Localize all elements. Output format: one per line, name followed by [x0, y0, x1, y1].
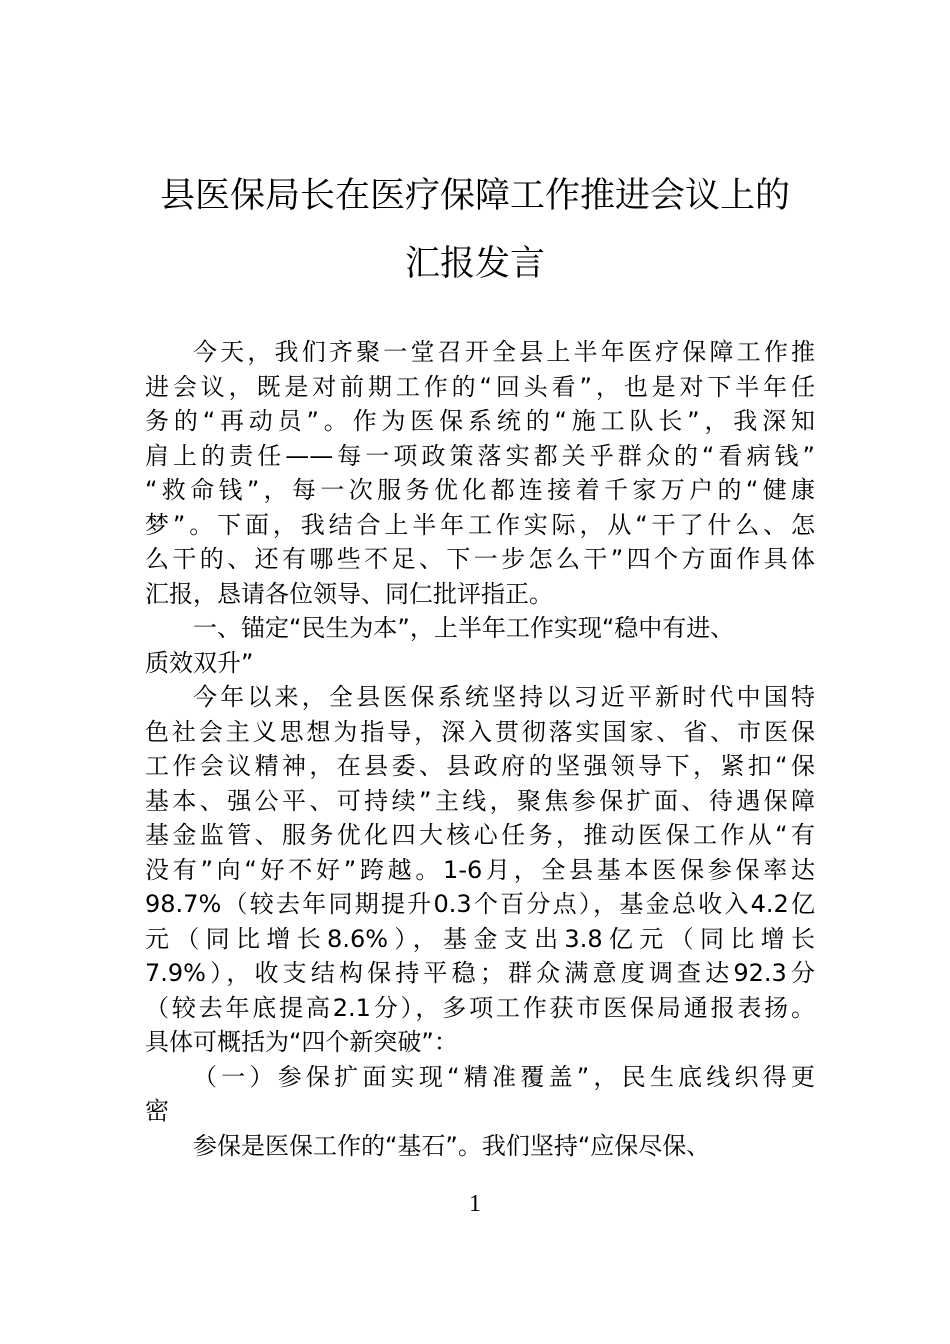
- body-line: 没有”向“好不好”跨越。1-6月，全县基本医保参保率达: [145, 855, 815, 884]
- body-line: 今天，我们齐聚一堂召开全县上半年医疗保障工作推: [193, 338, 815, 366]
- section-heading-line: 一、锚定“民生为本”，上半年工作实现“稳中有进、: [193, 614, 735, 642]
- body-line: 今年以来，全县医保系统坚持以习近平新时代中国特: [193, 683, 815, 711]
- body-line: 肩上的责任——每一项政策落实都关乎群众的“看病钱”: [145, 441, 815, 470]
- body-line: 进会议，既是对前期工作的“回头看”，也是对下半年任: [145, 372, 815, 401]
- section-heading-line: 质效双升”: [145, 648, 254, 677]
- document-title-line-1: 县医保局长在医疗保障工作推进会议上的: [159, 176, 790, 216]
- body-line: （较去年底提高2.1分），多项工作获市医保局通报表扬。: [145, 993, 815, 1022]
- subsection-heading-line: （一）参保扩面实现“精准覆盖”，民生底线织得更: [193, 1062, 815, 1091]
- body-line: 工作会议精神，在县委、县政府的坚强领导下，紧扣“保: [145, 752, 815, 780]
- body-line: 基本、强公平、可持续”主线，聚焦参保扩面、待遇保障: [145, 786, 815, 815]
- subsection-heading-line: 密: [145, 1097, 169, 1125]
- body-line: 98.7%（较去年同期提升0.3个百分点），基金总收入4.2亿: [145, 890, 815, 918]
- body-line: 基金监管、服务优化四大核心任务，推动医保工作从“有: [145, 821, 815, 849]
- body-line: 务的“再动员”。作为医保系统的“施工队长”，我深知: [145, 407, 815, 435]
- body-line: 么干的、还有哪些不足、下一步怎么干”四个方面作具体: [145, 545, 815, 573]
- document-body: [145, 335, 815, 1163]
- body-line: 参保是医保工作的“基石”。我们坚持“应保尽保、: [193, 1131, 711, 1160]
- body-line: 色社会主义思想为指导，深入贯彻落实国家、省、市医保: [145, 717, 815, 746]
- body-line: 具体可概括为“四个新突破”：: [145, 1028, 458, 1056]
- page-number: 1: [469, 1191, 481, 1217]
- body-line: 梦”。下面，我结合上半年工作实际，从“干了什么、怎: [145, 510, 815, 539]
- body-line: 元（同比增长8.6%），基金支出3.8亿元（同比增长: [145, 924, 815, 953]
- body-line: “救命钱”，每一次服务优化都连接着千家万户的“健康: [145, 476, 815, 504]
- document-title-line-2: 汇报发言: [404, 244, 545, 284]
- body-line: 7.9%），收支结构保持平稳；群众满意度调查达92.3分: [145, 959, 815, 987]
- body-line: 汇报，恳请各位领导、同仁批评指正。: [145, 579, 553, 608]
